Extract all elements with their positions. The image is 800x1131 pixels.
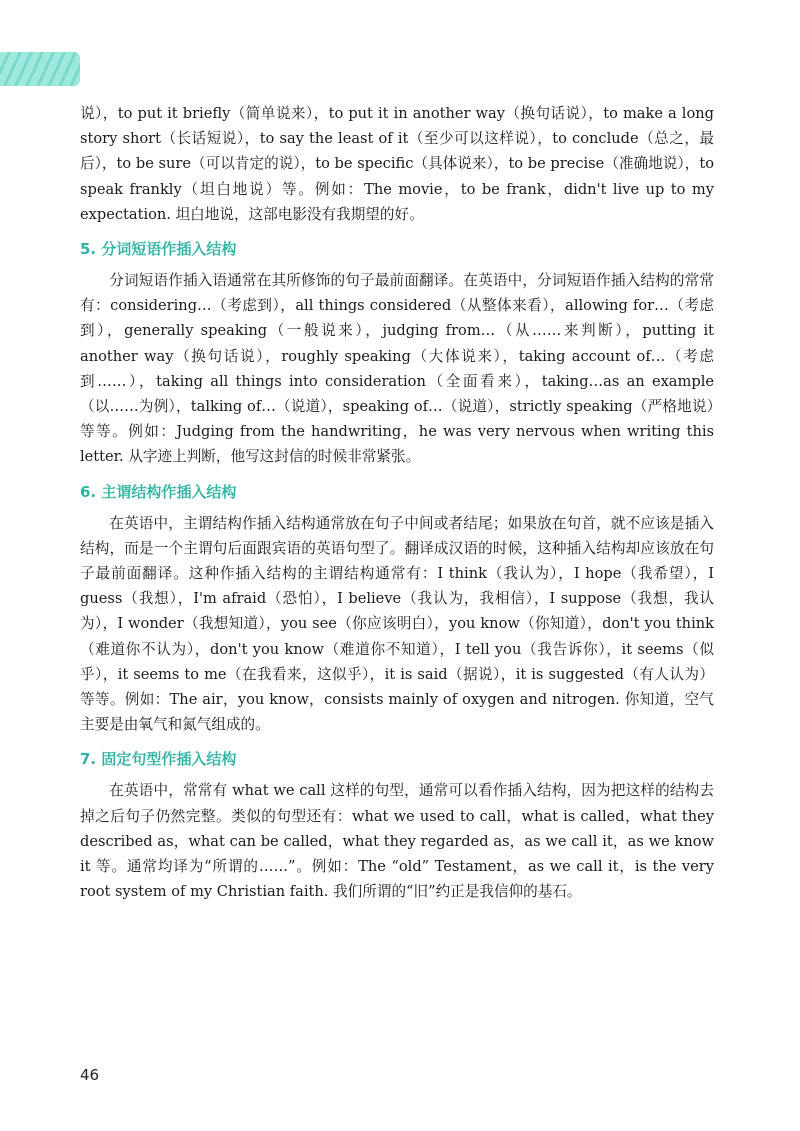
paragraph-fixed-patterns: 在英语中，常常有 what we call 这样的句型，通常可以看作插入结构，因为把这样的结构去掉之后句子仍然完整。类似的句型还有：what we used to call，what is called，what they described as，what can be called，what they regarded as，as we call it，as we know it 等。通常均译为“所谓的……”。例如：The “old” Testament，as we call it，is the very root system of my Christian faith. 我们所谓的“旧”约正是我信仰的基石。 (80, 782, 714, 901)
page-number: 46 (80, 1066, 100, 1084)
section-heading-7: 7. 固定句型作插入结构 (80, 750, 237, 769)
chapter-tab-decoration (0, 52, 80, 86)
paragraph-continued: 说），to put it briefly（简单说来），to put it in another way（换句话说），to make a long story short（长话短说），to say the least of it（至少可以这样说），to conclude（总之，最后），to be sure（可以肯定的说），to be specific（具体说来），to be precise（准确地说），to speak frankly（坦白地说）等。例如：The movie，to be frank，didn't live up to my expectation. 坦白地说，这部电影没有我期望的好。 (80, 105, 714, 223)
section-heading-5: 5. 分词短语作插入结构 (80, 240, 237, 259)
paragraph-participle-phrases: 分词短语作插入语通常在其所修饰的句子最前面翻译。在英语中，分词短语作插入结构的常常有：considering…（考虑到），all things considered（从整体来看），allowing for…（考虑到），generally speaking（一般说来），judging from…（从……来判断），putting it another way（换句话说），roughly speaking（大体说来），taking account of…（考虑到……），taking all things into consideration（全面看来），taking…as an example（以……为例），talking of…（说道），speaking of…（说道），strictly speaking（严格地说）等等。例如：Judging from the handwriting，he was very nervous when writing this letter. 从字迹上判断，他写这封信的时候非常紧张。 (80, 272, 714, 466)
section-heading-6: 6. 主谓结构作插入结构 (80, 482, 237, 501)
page-content (80, 101, 714, 904)
paragraph-subject-predicate: 在英语中，主谓结构作插入结构通常放在句子中间或者结尾；如果放在句首，就不应该是插入结构，而是一个主谓句后面跟宾语的英语句型了。翻译成汉语的时候，这种插入结构却应该放在句子最前面翻译。这种作插入结构的主谓结构通常有：I think（我认为），I hope（我希望），I guess（我想），I'm afraid（恐怕），I believe（我认为，我相信），I suppose（我想，我认为），I wonder（我想知道），you see（你应该明白），you know（你知道），don't you think（难道你不认为），don't you know（难道你不知道），I tell you（我告诉你），it seems（似乎），it seems to me（在我看来，这似乎），it is said（据说），it is suggested（有人认为）等等。例如：The air，you know，consists mainly of oxygen and nitrogen. 你知道，空气主要是由氧气和氮气组成的。 (80, 514, 714, 734)
